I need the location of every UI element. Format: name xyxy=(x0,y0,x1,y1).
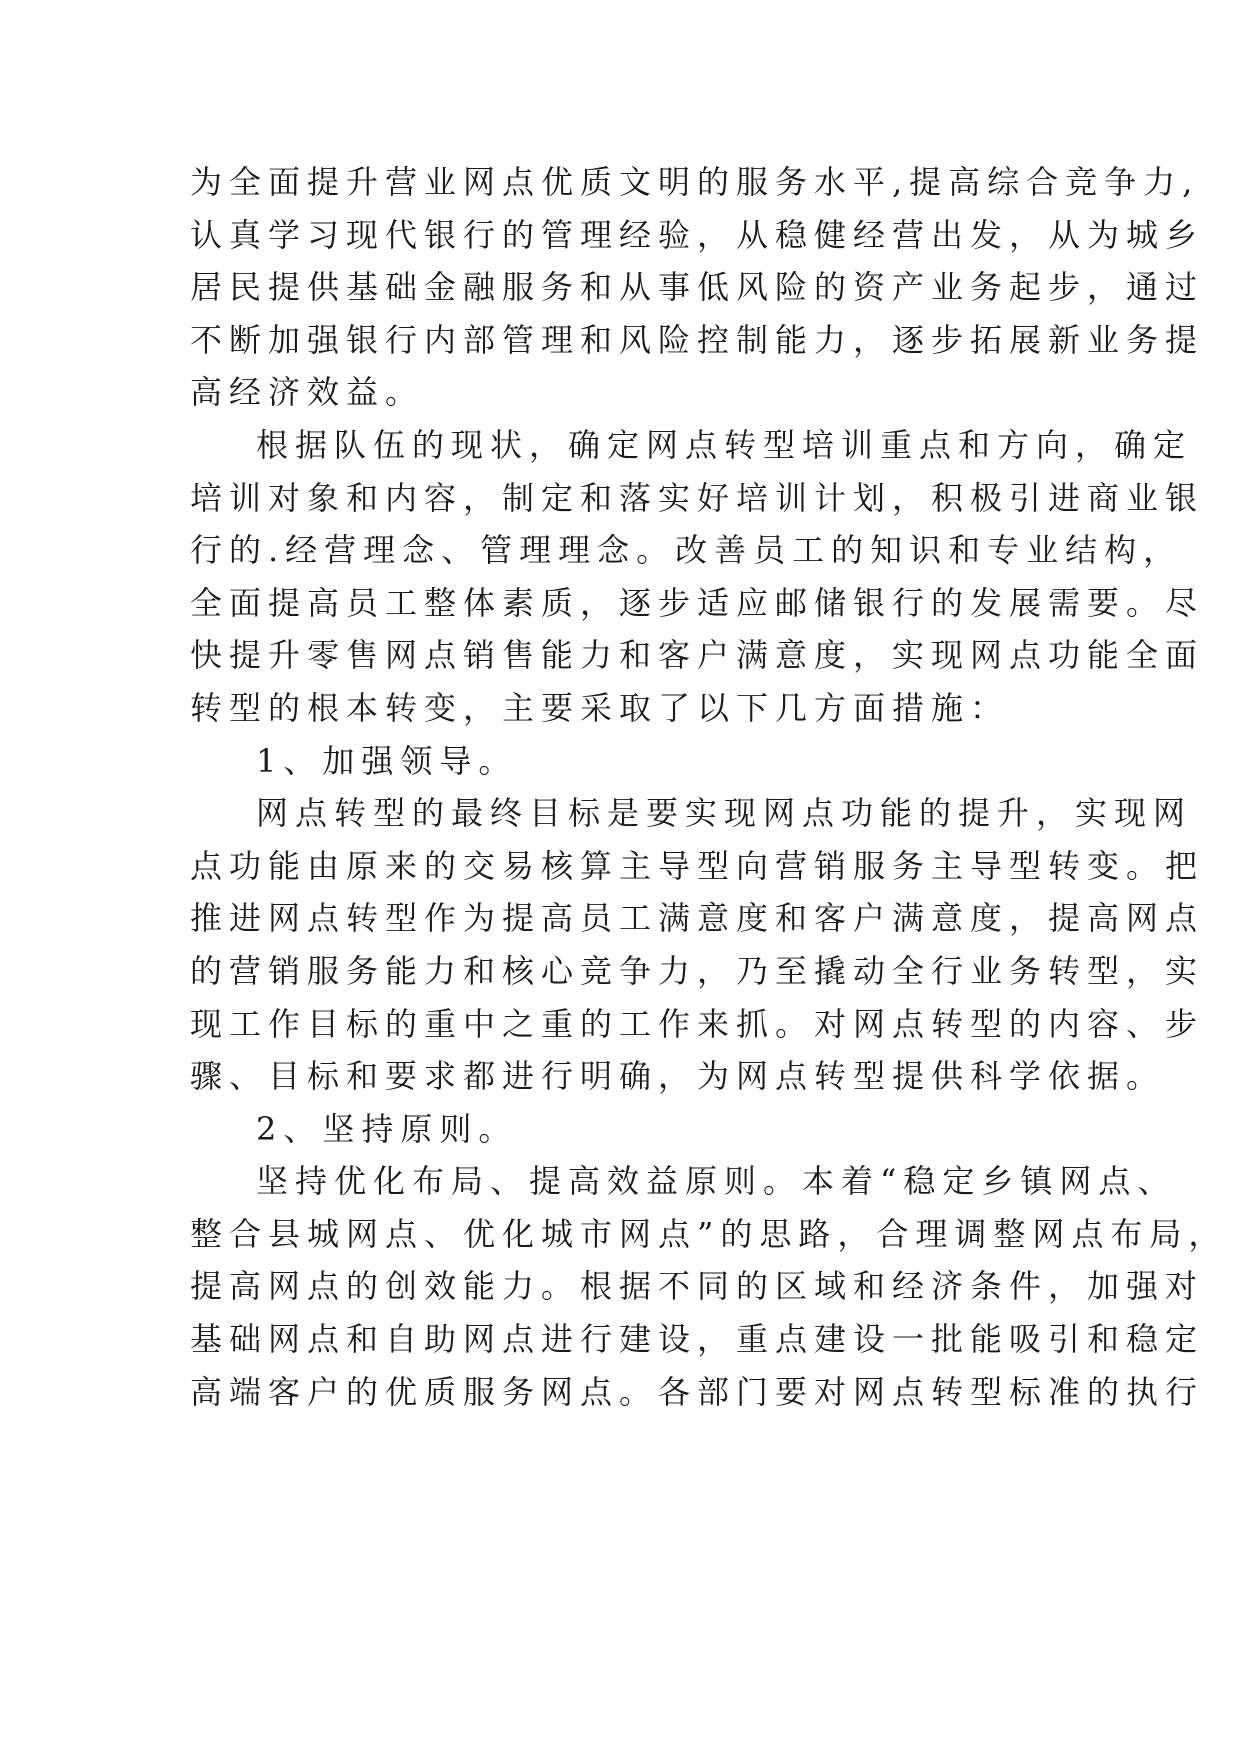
text-line: 为全面提升营业网点优质文明的服务水平,提高综合竞争力, xyxy=(190,163,1200,201)
document-body xyxy=(190,156,1228,1418)
text-line: 不断加强银行内部管理和风险控制能力，逐步拓展新业务提 xyxy=(190,320,1205,359)
text-line: 推进网点转型作为提高员工满意度和客户满意度，提高网点 xyxy=(190,899,1205,938)
text-line: 认真学习现代银行的管理经验，从稳健经营出发，从为城乡 xyxy=(190,215,1205,254)
text-line: 全面提高员工整体素质，逐步适应邮储银行的发展需要。尽 xyxy=(190,583,1205,622)
text-line: 的营销服务能力和核心竞争力，乃至撬动全行业务转型，实 xyxy=(190,951,1205,990)
text-line: 高端客户的优质服务网点。各部门要对网点转型标准的执行 xyxy=(190,1372,1205,1411)
text-line: 整合县城网点、优化城市网点”的思路，合理调整网点布局， xyxy=(190,1214,1228,1253)
text-line: 培训对象和内容，制定和落实好培训计划，积极引进商业银 xyxy=(190,478,1205,517)
text-line: 基础网点和自助网点进行建设，重点建设一批能吸引和稳定 xyxy=(190,1320,1205,1359)
text-line: 居民提供基础金融服务和从事低风险的资产业务起步，通过 xyxy=(190,268,1205,307)
paragraph-start-line: 网点转型的最终目标是要实现网点功能的提升，实现网 xyxy=(256,794,1193,833)
text-line: 现工作目标的重中之重的工作来抓。对网点转型的内容、步 xyxy=(190,1004,1205,1043)
text-line: 点功能由原来的交易核算主导型向营销服务主导型转变。把 xyxy=(190,846,1205,885)
paragraph-start-line: 根据队伍的现状，确定网点转型培训重点和方向，确定 xyxy=(256,425,1193,464)
text-line: 骤、目标和要求都进行明确，为网点转型提供科学依据。 xyxy=(190,1057,1166,1096)
section-heading: 1、加强领导。 xyxy=(256,741,518,780)
text-line: 快提升零售网点销售能力和客户满意度，实现网点功能全面 xyxy=(190,636,1205,675)
text-line: 高经济效益。 xyxy=(190,373,425,412)
text-line: 提高网点的创效能力。根据不同的区域和经济条件，加强对 xyxy=(190,1267,1205,1306)
section-heading: 2、坚持原则。 xyxy=(256,1109,518,1148)
text-line: 转型的根本转变，主要采取了以下几方面措施： xyxy=(190,688,1010,727)
text-line: 行的.经营理念、管理理念。改善员工的知识和专业结构， xyxy=(190,531,1183,570)
paragraph-start-line: 坚持优化布局、提高效益原则。本着“稳定乡镇网点、 xyxy=(256,1162,1177,1201)
